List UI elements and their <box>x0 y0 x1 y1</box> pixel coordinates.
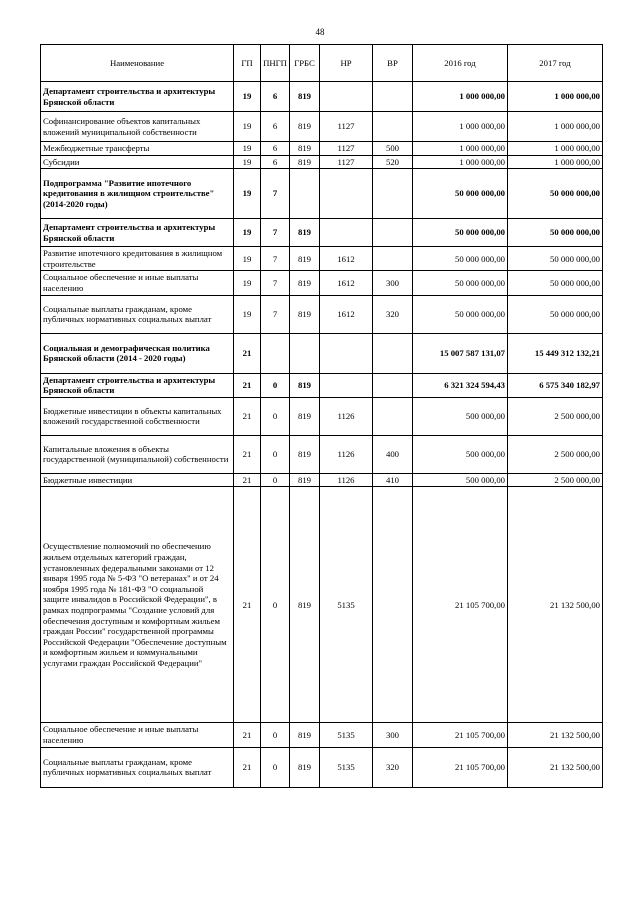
cell-vr: 320 <box>373 295 413 333</box>
cell-gp: 21 <box>234 473 261 487</box>
cell-2017: 50 000 000,00 <box>508 169 603 219</box>
cell-name: Осуществление полномочий по обеспечению жильем отдельных категорий граждан, установленных федеральными законами от 12 января 1995 года № 5-ФЗ "О ветеранах" и от 24 ноября 1995 года № 181-ФЗ "О социальной защите инвалидов в Российской Федерации", в рамках подпрограммы "Создание условий для обеспечения доступным и комфортным жильем граждан России" государственной программы Российской Федерации "Обеспечение доступным и комфортным жильем и коммунальными услугами граждан Российской Федерации" <box>41 487 234 723</box>
cell-vr <box>373 169 413 219</box>
cell-grbs: 819 <box>290 219 320 247</box>
cell-grbs: 819 <box>290 155 320 169</box>
cell-name: Капитальные вложения в объекты государственной (муниципальной) собственности <box>41 435 234 473</box>
cell-grbs: 819 <box>290 373 320 397</box>
cell-2017: 50 000 000,00 <box>508 247 603 271</box>
cell-name: Департамент строительства и архитектуры Брянской области <box>41 373 234 397</box>
budget-table <box>40 44 603 788</box>
cell-gp: 21 <box>234 723 261 747</box>
cell-name: Развитие ипотечного кредитования в жилищном строительстве <box>41 247 234 271</box>
cell-grbs <box>290 169 320 219</box>
cell-vr <box>373 373 413 397</box>
table-row <box>41 112 603 142</box>
cell-2016: 15 007 587 131,07 <box>413 333 508 373</box>
table-row <box>41 397 603 435</box>
cell-grbs: 819 <box>290 723 320 747</box>
cell-2017: 21 132 500,00 <box>508 747 603 787</box>
table-body <box>41 82 603 788</box>
cell-name: Социальное обеспечение и иные выплаты населению <box>41 723 234 747</box>
cell-2017: 1 000 000,00 <box>508 142 603 156</box>
cell-2017: 1 000 000,00 <box>508 155 603 169</box>
cell-2017: 21 132 500,00 <box>508 487 603 723</box>
cell-pngp: 0 <box>261 473 290 487</box>
cell-2016: 50 000 000,00 <box>413 271 508 295</box>
cell-2016: 50 000 000,00 <box>413 247 508 271</box>
table-row <box>41 219 603 247</box>
column-header-grbs: ГРБС <box>290 45 320 82</box>
cell-name: Социальное обеспечение и иные выплаты населению <box>41 271 234 295</box>
cell-pngp <box>261 333 290 373</box>
cell-vr <box>373 219 413 247</box>
cell-vr: 520 <box>373 155 413 169</box>
cell-vr <box>373 82 413 112</box>
cell-name: Софинансирование объектов капитальных вложений муниципальной собственности <box>41 112 234 142</box>
cell-2017: 15 449 312 132,21 <box>508 333 603 373</box>
cell-name: Департамент строительства и архитектуры Брянской области <box>41 219 234 247</box>
cell-2017: 2 500 000,00 <box>508 397 603 435</box>
table-row <box>41 473 603 487</box>
cell-vr <box>373 333 413 373</box>
cell-2017: 50 000 000,00 <box>508 295 603 333</box>
cell-grbs: 819 <box>290 747 320 787</box>
cell-name: Субсидии <box>41 155 234 169</box>
cell-nr: 5135 <box>320 723 373 747</box>
cell-vr <box>373 487 413 723</box>
cell-pngp: 0 <box>261 435 290 473</box>
cell-gp: 19 <box>234 82 261 112</box>
cell-nr: 1612 <box>320 295 373 333</box>
column-header-vr: ВР <box>373 45 413 82</box>
cell-nr <box>320 219 373 247</box>
cell-grbs: 819 <box>290 435 320 473</box>
cell-grbs: 819 <box>290 473 320 487</box>
cell-2016: 21 105 700,00 <box>413 487 508 723</box>
cell-pngp: 0 <box>261 397 290 435</box>
table-row <box>41 155 603 169</box>
cell-pngp: 7 <box>261 295 290 333</box>
cell-2016: 21 105 700,00 <box>413 723 508 747</box>
cell-2016: 1 000 000,00 <box>413 142 508 156</box>
cell-vr: 300 <box>373 271 413 295</box>
cell-grbs: 819 <box>290 271 320 295</box>
cell-pngp: 7 <box>261 271 290 295</box>
cell-gp: 19 <box>234 247 261 271</box>
cell-2016: 1 000 000,00 <box>413 82 508 112</box>
table-row <box>41 271 603 295</box>
cell-name: Бюджетные инвестиции <box>41 473 234 487</box>
cell-gp: 19 <box>234 219 261 247</box>
cell-gp: 19 <box>234 295 261 333</box>
cell-vr: 500 <box>373 142 413 156</box>
table-header-row <box>41 45 603 82</box>
cell-2017: 1 000 000,00 <box>508 112 603 142</box>
cell-grbs <box>290 333 320 373</box>
cell-gp: 19 <box>234 155 261 169</box>
cell-name: Подпрограмма "Развитие ипотечного кредитования в жилищном строительстве" (2014-2020 годы) <box>41 169 234 219</box>
cell-grbs: 819 <box>290 142 320 156</box>
cell-name: Социальные выплаты гражданам, кроме публичных нормативных социальных выплат <box>41 295 234 333</box>
cell-name: Социальная и демографическая политика Брянской области (2014 - 2020 годы) <box>41 333 234 373</box>
cell-gp: 21 <box>234 435 261 473</box>
cell-pngp: 6 <box>261 155 290 169</box>
cell-nr: 1126 <box>320 397 373 435</box>
cell-pngp: 7 <box>261 247 290 271</box>
cell-2017: 50 000 000,00 <box>508 219 603 247</box>
table-row <box>41 487 603 723</box>
cell-2017: 6 575 340 182,97 <box>508 373 603 397</box>
cell-nr: 1126 <box>320 435 373 473</box>
cell-pngp: 0 <box>261 723 290 747</box>
column-header-nr: НР <box>320 45 373 82</box>
column-header-name: Наименование <box>41 45 234 82</box>
cell-vr: 300 <box>373 723 413 747</box>
cell-gp: 21 <box>234 333 261 373</box>
table-row <box>41 82 603 112</box>
cell-2017: 2 500 000,00 <box>508 435 603 473</box>
cell-2016: 500 000,00 <box>413 397 508 435</box>
cell-nr: 5135 <box>320 487 373 723</box>
table-row <box>41 333 603 373</box>
cell-gp: 19 <box>234 271 261 295</box>
cell-pngp: 7 <box>261 219 290 247</box>
cell-gp: 19 <box>234 142 261 156</box>
cell-name: Социальные выплаты гражданам, кроме публичных нормативных социальных выплат <box>41 747 234 787</box>
cell-pngp: 6 <box>261 142 290 156</box>
cell-2016: 21 105 700,00 <box>413 747 508 787</box>
cell-2016: 1 000 000,00 <box>413 155 508 169</box>
cell-gp: 21 <box>234 487 261 723</box>
table-row <box>41 142 603 156</box>
page-number: 48 <box>315 27 325 37</box>
cell-grbs: 819 <box>290 82 320 112</box>
cell-2016: 500 000,00 <box>413 435 508 473</box>
cell-nr: 1612 <box>320 247 373 271</box>
cell-nr: 1127 <box>320 112 373 142</box>
cell-gp: 21 <box>234 747 261 787</box>
cell-vr: 400 <box>373 435 413 473</box>
cell-nr: 5135 <box>320 747 373 787</box>
column-header-2016: 2016 год <box>413 45 508 82</box>
column-header-2017: 2017 год <box>508 45 603 82</box>
table-row <box>41 295 603 333</box>
cell-grbs: 819 <box>290 397 320 435</box>
cell-2016: 50 000 000,00 <box>413 219 508 247</box>
table-row <box>41 747 603 787</box>
cell-name: Департамент строительства и архитектуры Брянской области <box>41 82 234 112</box>
cell-vr: 320 <box>373 747 413 787</box>
cell-pngp: 7 <box>261 169 290 219</box>
cell-2017: 21 132 500,00 <box>508 723 603 747</box>
cell-2016: 500 000,00 <box>413 473 508 487</box>
cell-2017: 1 000 000,00 <box>508 82 603 112</box>
cell-grbs: 819 <box>290 112 320 142</box>
cell-2016: 6 321 324 594,43 <box>413 373 508 397</box>
cell-pngp: 0 <box>261 747 290 787</box>
cell-pngp: 0 <box>261 373 290 397</box>
cell-nr: 1612 <box>320 271 373 295</box>
cell-nr: 1127 <box>320 142 373 156</box>
table-row <box>41 435 603 473</box>
cell-2016: 1 000 000,00 <box>413 112 508 142</box>
cell-nr: 1127 <box>320 155 373 169</box>
cell-gp: 21 <box>234 373 261 397</box>
cell-2016: 50 000 000,00 <box>413 169 508 219</box>
column-header-gp: ГП <box>234 45 261 82</box>
cell-vr: 410 <box>373 473 413 487</box>
table-row <box>41 169 603 219</box>
cell-2017: 2 500 000,00 <box>508 473 603 487</box>
cell-grbs: 819 <box>290 487 320 723</box>
cell-nr <box>320 333 373 373</box>
cell-gp: 19 <box>234 169 261 219</box>
table-row <box>41 373 603 397</box>
cell-nr: 1126 <box>320 473 373 487</box>
table-row <box>41 723 603 747</box>
cell-pngp: 6 <box>261 82 290 112</box>
cell-pngp: 0 <box>261 487 290 723</box>
cell-2017: 50 000 000,00 <box>508 271 603 295</box>
cell-nr <box>320 169 373 219</box>
cell-gp: 19 <box>234 112 261 142</box>
cell-vr <box>373 397 413 435</box>
cell-grbs: 819 <box>290 247 320 271</box>
cell-nr <box>320 82 373 112</box>
cell-gp: 21 <box>234 397 261 435</box>
cell-name: Межбюджетные трансферты <box>41 142 234 156</box>
cell-pngp: 6 <box>261 112 290 142</box>
cell-vr <box>373 247 413 271</box>
table-row <box>41 247 603 271</box>
cell-2016: 50 000 000,00 <box>413 295 508 333</box>
cell-name: Бюджетные инвестиции в объекты капитальных вложений государственной собственности <box>41 397 234 435</box>
cell-vr <box>373 112 413 142</box>
column-header-pngp: ПНГП <box>261 45 290 82</box>
cell-nr <box>320 373 373 397</box>
cell-grbs: 819 <box>290 295 320 333</box>
